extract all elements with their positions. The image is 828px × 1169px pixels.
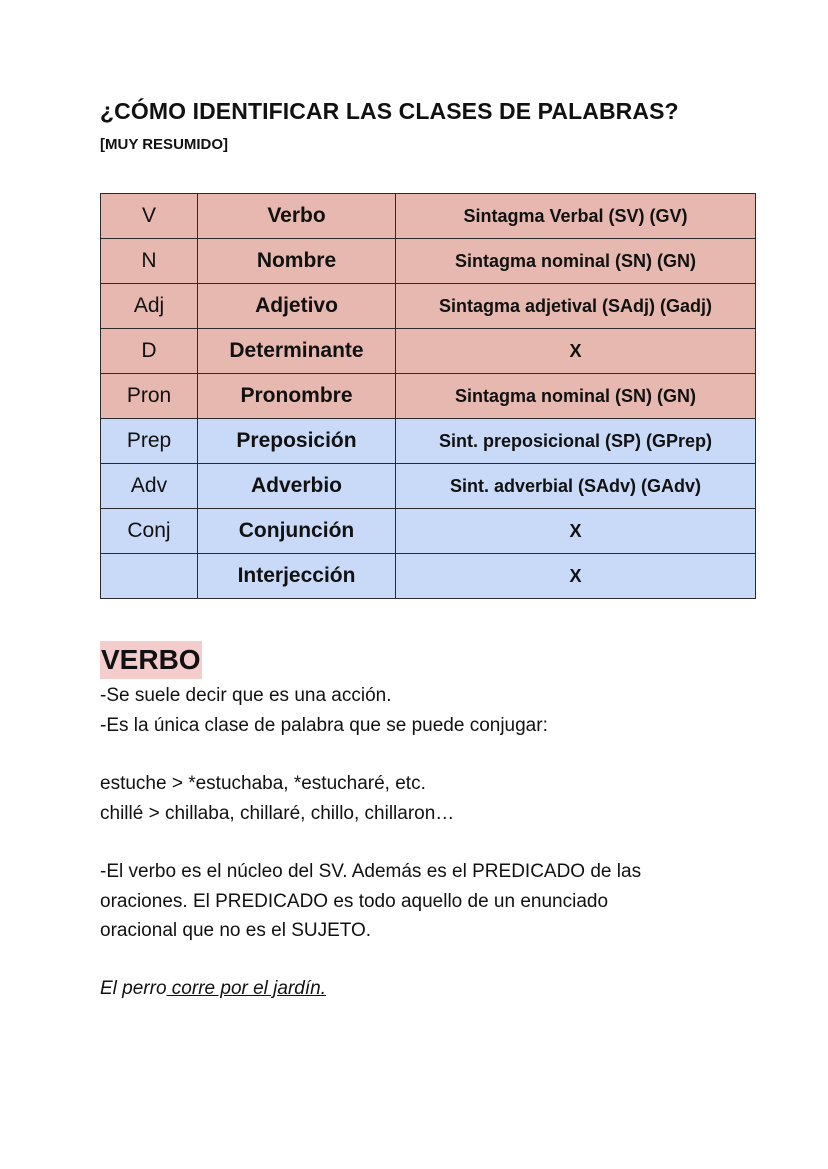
text-line: chillé > chillaba, chillaré, chillo, chillaron… xyxy=(100,802,455,824)
table-row xyxy=(101,329,756,374)
abbreviation-cell: Conj xyxy=(101,509,198,554)
word-class-cell: Determinante xyxy=(198,329,396,374)
abbreviation-cell: V xyxy=(101,194,198,239)
table-row xyxy=(101,509,756,554)
text-line: -Se suele decir que es una acción. xyxy=(100,685,392,706)
phrase-cell: Sint. adverbial (SAdv) (GAdv) xyxy=(396,464,756,509)
phrase-cell: Sint. preposicional (SP) (GPrep) xyxy=(396,419,756,464)
word-classes-table xyxy=(100,193,756,599)
text-line: oracional que no es el SUJETO. xyxy=(100,920,372,941)
phrase-cell: X xyxy=(396,329,756,374)
table-row xyxy=(101,464,756,509)
example-predicate: corre por el jardín. xyxy=(166,978,326,999)
text-line: -El verbo es el núcleo del SV. Además es el PREDICADO de las xyxy=(100,861,642,882)
word-class-cell: Interjección xyxy=(198,554,396,599)
table-row xyxy=(101,554,756,599)
table-row xyxy=(101,374,756,419)
phrase-cell: Sintagma Verbal (SV) (GV) xyxy=(396,194,756,239)
table-row xyxy=(101,284,756,329)
example-subject: El perro xyxy=(100,978,167,999)
table-row xyxy=(101,239,756,284)
text-line: estuche > *estuchaba, *estucharé, etc. xyxy=(100,773,426,794)
word-class-cell: Preposición xyxy=(198,419,396,464)
phrase-cell: Sintagma nominal (SN) (GN) xyxy=(396,374,756,419)
table-row xyxy=(101,194,756,239)
abbreviation-cell: D xyxy=(101,329,198,374)
abbreviation-cell: Adv xyxy=(101,464,198,509)
word-class-cell: Conjunción xyxy=(198,509,396,554)
text-line: oraciones. El PREDICADO es todo aquello de un enunciado xyxy=(100,890,609,912)
word-class-cell: Adverbio xyxy=(198,464,396,509)
phrase-cell: Sintagma adjetival (SAdj) (Gadj) xyxy=(396,284,756,329)
abbreviation-cell: Adj xyxy=(101,284,198,329)
word-class-cell: Adjetivo xyxy=(198,284,396,329)
definition-paragraph xyxy=(100,681,780,740)
abbreviation-cell: Pron xyxy=(101,374,198,419)
abbreviation-cell: N xyxy=(101,239,198,284)
page-title: ¿CÓMO IDENTIFICAR LAS CLASES DE PALABRAS? xyxy=(100,98,679,124)
word-class-cell: Verbo xyxy=(198,194,396,239)
explanation-paragraph xyxy=(100,857,780,946)
phrase-cell: X xyxy=(396,509,756,554)
example-sentence xyxy=(100,974,326,1003)
page-subtitle: [MUY RESUMIDO] xyxy=(100,136,229,153)
word-class-cell: Pronombre xyxy=(198,374,396,419)
table-row xyxy=(101,419,756,464)
phrase-cell: X xyxy=(396,554,756,599)
section-heading-verbo: VERBO xyxy=(100,641,202,679)
conjugation-examples xyxy=(100,769,780,828)
phrase-cell: Sintagma nominal (SN) (GN) xyxy=(396,239,756,284)
abbreviation-cell: Prep xyxy=(101,419,198,464)
abbreviation-cell xyxy=(101,554,198,599)
word-class-cell: Nombre xyxy=(198,239,396,284)
text-line: -Es la única clase de palabra que se puede conjugar: xyxy=(100,714,548,736)
